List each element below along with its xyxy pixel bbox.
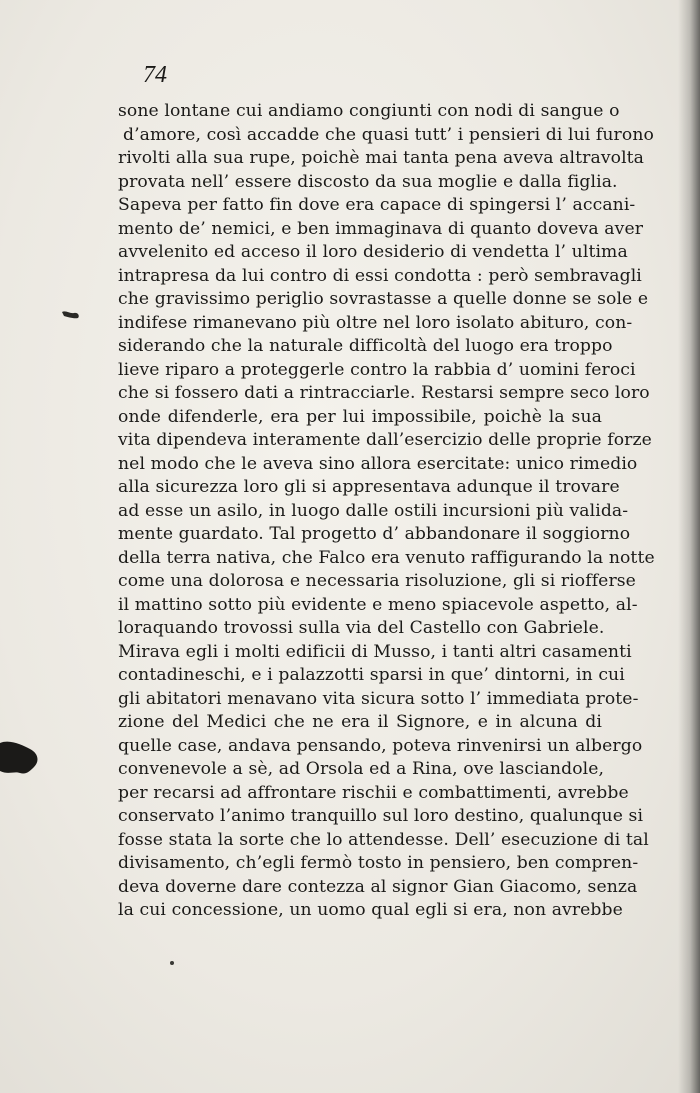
text-line: Mirava egli i molti edificii di Musso, i tanti altri casamenti	[118, 641, 632, 662]
text-line: alla sicurezza loro gli si appresentava adunque il trovare	[118, 477, 620, 497]
page-edge-shadow	[678, 0, 700, 1093]
text-line: vita dipendeva interamente dall’esercizio delle proprie forze	[118, 430, 652, 450]
text-line: d’amore, così accadde che quasi tutt’ i pensieri di lui furono	[123, 124, 654, 145]
text-line: deva doverne dare contezza al signor Gian Giacomo, senza	[118, 876, 638, 897]
text-line: gli abitatori menavano vita sicura sotto l’ immediata prote-	[118, 688, 639, 709]
text-line: siderando che la naturale difficoltà del luogo era troppo	[118, 336, 613, 356]
text-line: che si fossero dati a rintracciarle. Restarsi sempre seco loro	[118, 383, 650, 403]
text-line: nel modo che le aveva sino allora esercitate: unico rimedio	[118, 453, 638, 474]
text-line: Sapeva per fatto fin dove era capace di spingersi l’ accani-	[118, 195, 636, 215]
text-line: intrapresa da lui contro di essi condotta : però sembravagli	[118, 265, 642, 286]
text-line: conservato l’animo tranquillo sul loro destino, qualunque si	[118, 806, 644, 826]
text-line: quelle case, andava pensando, poteva rinvenirsi un albergo	[118, 735, 643, 756]
text-line: il mattino sotto più evidente e meno spiacevole aspetto, al-	[118, 594, 638, 615]
body-text	[118, 100, 655, 923]
text-line: divisamento, ch’egli fermò tosto in pensiero, ben compren-	[118, 853, 639, 873]
text-line: loraquando trovossi sulla via del Castello con Gabriele.	[118, 618, 605, 638]
text-line: come una dolorosa e necessaria risoluzione, gli si riofferse	[118, 571, 636, 591]
text-line: contadineschi, e i palazzotti sparsi in que’ dintorni, in cui	[118, 665, 625, 685]
text-line: la cui concessione, un uomo qual egli si era, non avrebbe	[118, 900, 623, 920]
text-line: fosse stata la sorte che lo attendesse. Dell’ esecuzione di tal	[118, 829, 649, 850]
text-line: rivolti alla sua rupe, poichè mai tanta pena aveva altravolta	[118, 148, 645, 168]
text-line: zione del Medici che ne era il Signore, e in alcuna di	[118, 712, 602, 732]
ink-blot	[0, 735, 42, 779]
ink-speck	[169, 960, 175, 966]
text-line: che gravissimo periglio sovrastasse a quelle donne se sole e	[118, 289, 649, 309]
ink-mark	[60, 308, 82, 320]
text-line: indifese rimanevano più oltre nel loro isolato abituro, con-	[118, 312, 633, 333]
text-line: onde difenderle, era per lui impossibile, poichè la sua	[118, 406, 602, 427]
text-line: avvelenito ed acceso il loro desiderio di vendetta l’ ultima	[118, 242, 628, 262]
text-line: per recarsi ad affrontare rischii e combattimenti, avrebbe	[118, 782, 629, 803]
text-line: mento de’ nemici, e ben immaginava di quanto doveva aver	[118, 218, 644, 239]
text-line: della terra nativa, che Falco era venuto raffigurando la notte	[118, 547, 655, 568]
text-line: ad esse un asilo, in luogo dalle ostili incursioni più valida-	[118, 500, 629, 521]
text-line: provata nell’ essere discosto da sua moglie e dalla figlia.	[118, 171, 618, 192]
text-line: lieve riparo a proteggerle contro la rabbia d’ uomini feroci	[118, 359, 636, 380]
page-number: 74	[143, 62, 167, 88]
text-line: sone lontane cui andiamo congiunti con nodi di sangue o	[118, 101, 620, 121]
text-line: convenevole a sè, ad Orsola ed a Rina, ove lasciandole,	[118, 759, 605, 779]
text-line: mente guardato. Tal progetto d’ abbandonare il soggiorno	[118, 524, 631, 544]
